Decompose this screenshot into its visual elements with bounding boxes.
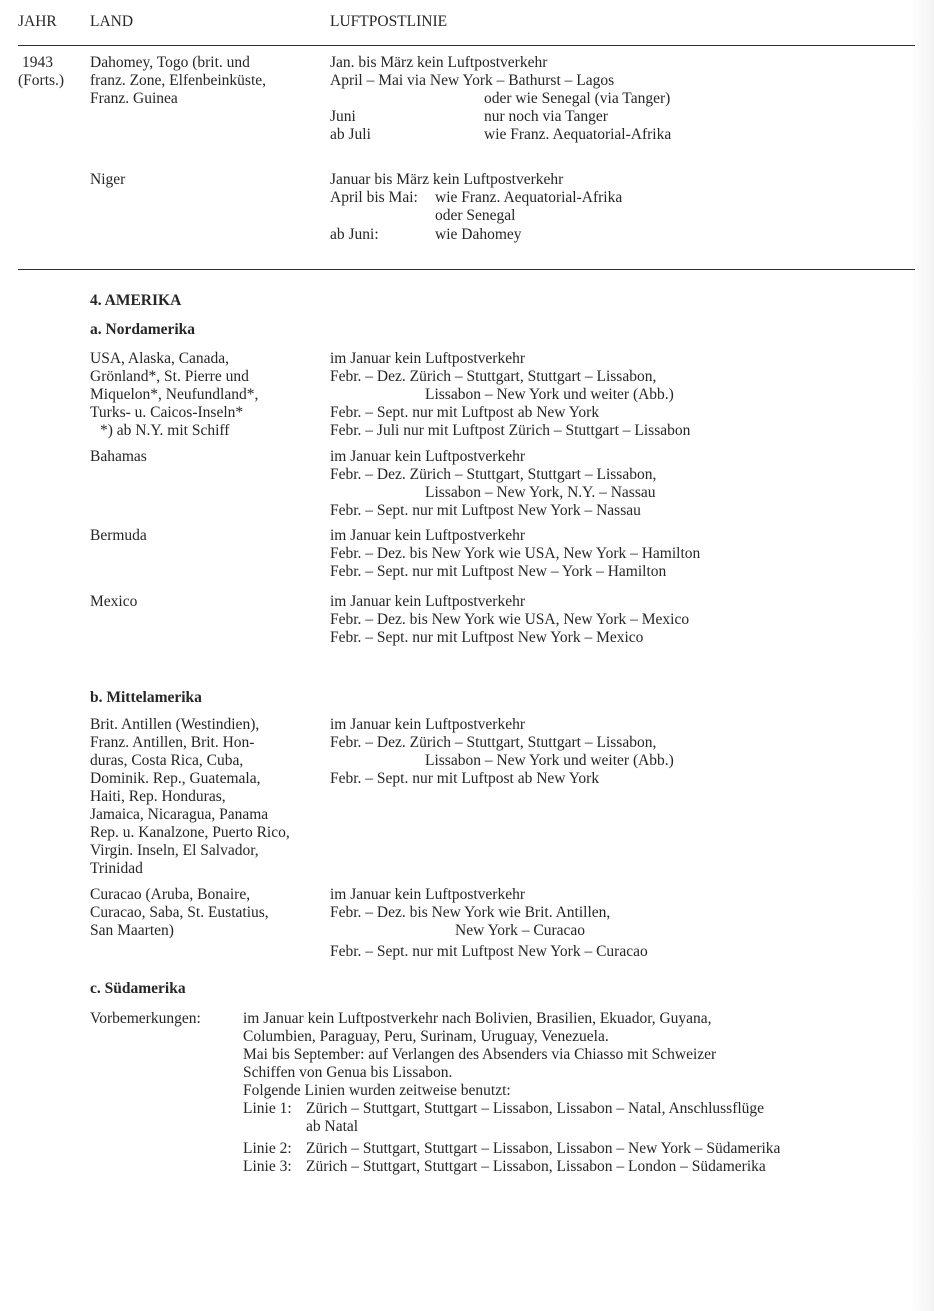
- route-curacao-3: New York – Curacao: [455, 922, 586, 939]
- sued-line-5: Folgende Linien wurden zeitweise benutzt:: [243, 1082, 511, 1099]
- route-curacao-2: Febr. – Dez. bis New York wie Brit. Antillen,: [330, 904, 611, 921]
- sued-label: Vorbemerkungen:: [90, 1010, 201, 1027]
- country-antillen-7: Rep. u. Kanalzone, Puerto Rico,: [90, 824, 290, 841]
- year-forts: (Forts.): [18, 72, 65, 89]
- route-antillen-2: Febr. – Dez. Zürich – Stuttgart, Stuttgart – Lissabon,: [330, 734, 657, 751]
- sued-line-3: Mai bis September: auf Verlangen des Absenders via Chiasso mit Schweizer: [243, 1046, 717, 1063]
- linie-2: Zürich – Stuttgart, Stuttgart – Lissabon, Lissabon – New York – Südamerika: [306, 1140, 781, 1157]
- country-niger: Niger: [90, 171, 126, 188]
- linie-1-label: Linie 1:: [243, 1100, 292, 1117]
- route-niger-2-label: April bis Mai:: [330, 189, 418, 206]
- route-dahomey-3: oder wie Senegal (via Tanger): [484, 90, 671, 107]
- country-curacao-2: Curacao, Saba, St. Eustatius,: [90, 904, 269, 921]
- route-mexico-3: Febr. – Sept. nur mit Luftpost New York – Mexico: [330, 629, 644, 646]
- amerika-heading: 4. AMERIKA: [90, 292, 182, 309]
- page-edge-shadow: [910, 0, 934, 1311]
- country-antillen-9: Trinidad: [90, 860, 143, 877]
- header-country: LAND: [90, 13, 134, 30]
- route-mexico-2: Febr. – Dez. bis New York wie USA, New York – Mexico: [330, 611, 690, 628]
- route-dahomey-1: Jan. bis März kein Luftpostverkehr: [330, 54, 548, 71]
- route-niger-2: wie Franz. Aequatorial-Afrika: [435, 189, 623, 206]
- linie-3: Zürich – Stuttgart, Stuttgart – Lissabon, Lissabon – London – Südamerika: [306, 1158, 766, 1175]
- country-dahomey-1: Dahomey, Togo (brit. und: [90, 54, 250, 71]
- year-1943: 1943: [22, 54, 53, 71]
- country-usa-2: Grönland*, St. Pierre und: [90, 368, 249, 385]
- country-usa-3: Miquelon*, Neufundland*,: [90, 386, 259, 403]
- route-niger-4-label: ab Juni:: [330, 226, 379, 243]
- route-antillen-3: Lissabon – New York und weiter (Abb.): [425, 752, 674, 769]
- route-dahomey-5: wie Franz. Aequatorial-Afrika: [484, 126, 672, 143]
- route-bahamas-1: im Januar kein Luftpostverkehr: [330, 448, 525, 465]
- country-antillen-3: duras, Costa Rica, Cuba,: [90, 752, 244, 769]
- sued-line-2: Columbien, Paraguay, Peru, Surinam, Uruguay, Venezuela.: [243, 1028, 609, 1045]
- country-usa-1: USA, Alaska, Canada,: [90, 350, 230, 367]
- route-mexico-1: im Januar kein Luftpostverkehr: [330, 593, 525, 610]
- country-bermuda: Bermuda: [90, 527, 147, 544]
- country-curacao-3: San Maarten): [90, 922, 174, 939]
- route-dahomey-4: nur noch via Tanger: [484, 108, 608, 125]
- linie-2-label: Linie 2:: [243, 1140, 292, 1157]
- route-niger-4: wie Dahomey: [435, 226, 522, 243]
- linie-1: Zürich – Stuttgart, Stuttgart – Lissabon, Lissabon – Natal, Anschlussflüge: [306, 1100, 765, 1117]
- route-curacao-4: Febr. – Sept. nur mit Luftpost New York – Curacao: [330, 943, 648, 960]
- section-rule: [18, 269, 915, 270]
- route-niger-1: Januar bis März kein Luftpostverkehr: [330, 171, 564, 188]
- country-curacao-1: Curacao (Aruba, Bonaire,: [90, 886, 251, 903]
- route-bermuda-1: im Januar kein Luftpostverkehr: [330, 527, 525, 544]
- route-antillen-1: im Januar kein Luftpostverkehr: [330, 716, 525, 733]
- route-usa-4: Febr. – Sept. nur mit Luftpost ab New York: [330, 404, 600, 421]
- country-antillen-4: Dominik. Rep., Guatemala,: [90, 770, 261, 787]
- route-usa-2: Febr. – Dez. Zürich – Stuttgart, Stuttgart – Lissabon,: [330, 368, 657, 385]
- mittel-heading: b. Mittelamerika: [90, 689, 202, 706]
- header-route: LUFTPOSTLINIE: [330, 13, 448, 30]
- nord-heading: a. Nordamerika: [90, 321, 196, 338]
- country-antillen-2: Franz. Antillen, Brit. Hon-: [90, 734, 255, 751]
- sued-line-4: Schiffen von Genua bis Lissabon.: [243, 1064, 453, 1081]
- country-usa-4: Turks- u. Caicos-Inseln*: [90, 404, 244, 421]
- country-mexico: Mexico: [90, 593, 138, 610]
- country-dahomey-2: franz. Zone, Elfenbeinküste,: [90, 72, 267, 89]
- route-bermuda-3: Febr. – Sept. nur mit Luftpost New – York – Hamilton: [330, 563, 667, 580]
- route-usa-5: Febr. – Juli nur mit Luftpost Zürich – Stuttgart – Lissabon: [330, 422, 691, 439]
- route-antillen-4: Febr. – Sept. nur mit Luftpost ab New York: [330, 770, 600, 787]
- country-dahomey-3: Franz. Guinea: [90, 90, 178, 107]
- route-usa-1: im Januar kein Luftpostverkehr: [330, 350, 525, 367]
- linie-1-cont: ab Natal: [306, 1118, 359, 1135]
- country-antillen-1: Brit. Antillen (Westindien),: [90, 716, 260, 733]
- linie-3-label: Linie 3:: [243, 1158, 292, 1175]
- country-antillen-8: Virgin. Inseln, El Salvador,: [90, 842, 259, 859]
- sued-heading: c. Südamerika: [90, 980, 186, 997]
- route-bahamas-2: Febr. – Dez. Zürich – Stuttgart, Stuttgart – Lissabon,: [330, 466, 657, 483]
- country-bahamas: Bahamas: [90, 448, 147, 465]
- country-antillen-5: Haiti, Rep. Honduras,: [90, 788, 226, 805]
- route-usa-3: Lissabon – New York und weiter (Abb.): [425, 386, 674, 403]
- route-dahomey-4-label: Juni: [330, 108, 356, 125]
- country-usa-5: *) ab N.Y. mit Schiff: [100, 422, 230, 439]
- route-curacao-1: im Januar kein Luftpostverkehr: [330, 886, 525, 903]
- country-antillen-6: Jamaica, Nicaragua, Panama: [90, 806, 269, 823]
- header-year: JAHR: [18, 13, 57, 30]
- header-rule: [18, 45, 915, 46]
- route-bahamas-3: Lissabon – New York, N.Y. – Nassau: [425, 484, 656, 501]
- route-dahomey-2: April – Mai via New York – Bathurst – Lagos: [330, 72, 615, 89]
- route-bermuda-2: Febr. – Dez. bis New York wie USA, New York – Hamilton: [330, 545, 701, 562]
- route-dahomey-5-label: ab Juli: [330, 126, 371, 143]
- route-bahamas-4: Febr. – Sept. nur mit Luftpost New York – Nassau: [330, 502, 641, 519]
- route-niger-3: oder Senegal: [435, 207, 516, 224]
- sued-line-1: im Januar kein Luftpostverkehr nach Bolivien, Brasilien, Ekuador, Guyana,: [243, 1010, 712, 1027]
